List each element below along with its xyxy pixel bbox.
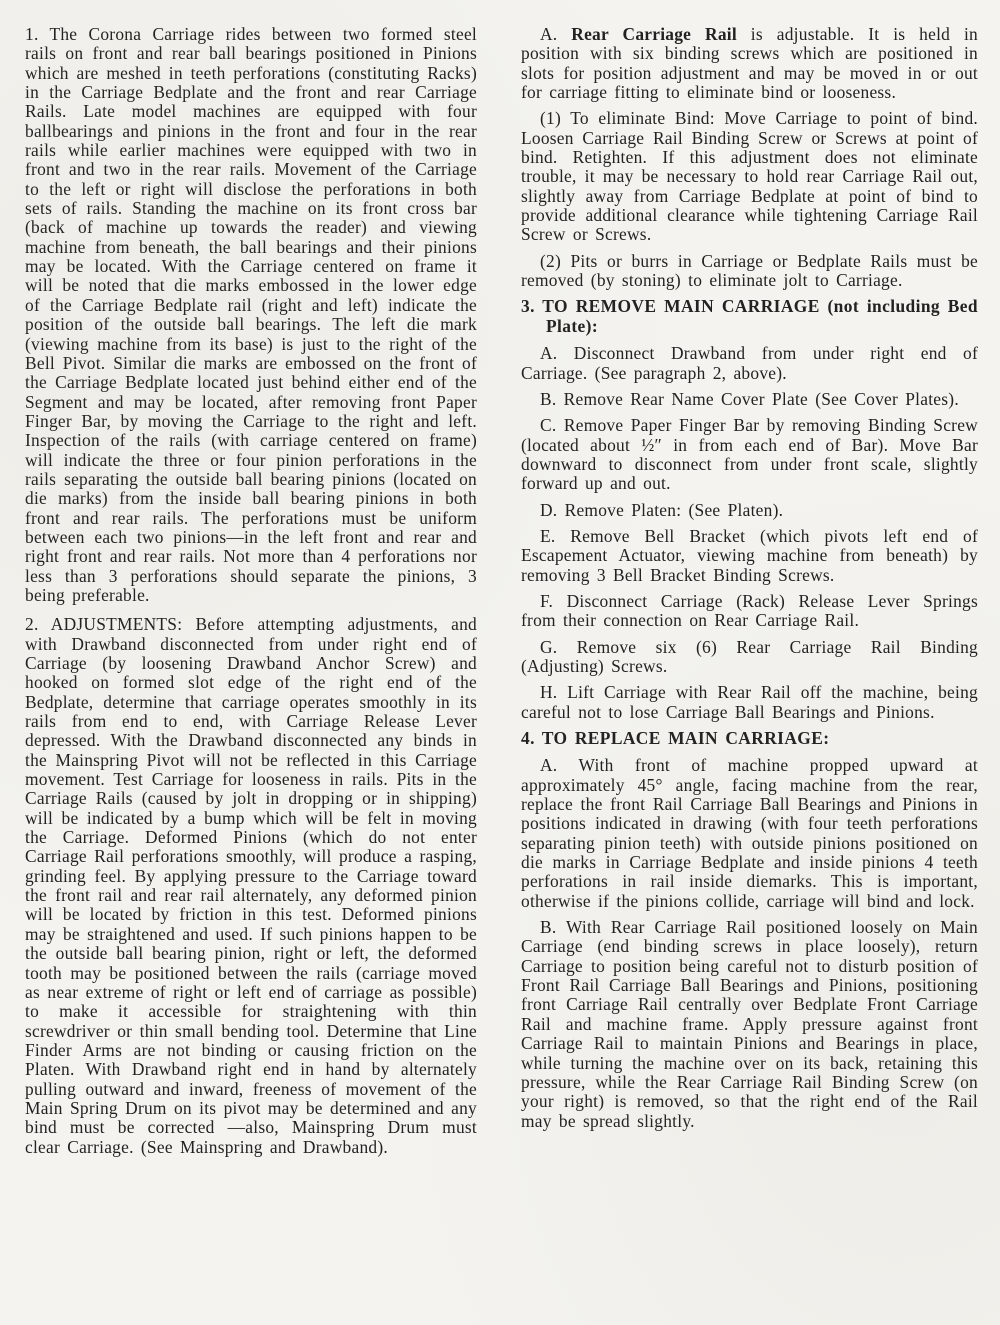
text-run: A.	[540, 24, 572, 44]
paragraph	[521, 109, 978, 244]
paragraph	[521, 252, 978, 291]
left-column	[25, 25, 477, 1167]
paragraph	[521, 25, 978, 102]
right-column	[521, 25, 978, 1167]
paragraph	[521, 683, 978, 722]
text-run: H. Lift Carriage with Rear Rail off the machine, being careful not to lose Carriage Ball Bearings and Pinions.	[521, 682, 978, 722]
text-run: B. Remove Rear Name Cover Plate (See Cover Plates).	[540, 388, 959, 409]
paragraph	[521, 390, 978, 409]
text-run: is adjustable. It is held in position with six binding screws which are positioned in slots for position adjustment and may be moved in or out for carriage fitting to eliminate bind or looseness.	[521, 24, 978, 103]
paragraph	[521, 918, 978, 1131]
paragraph	[521, 501, 978, 520]
paragraph	[25, 615, 477, 1157]
text-run: B. With Rear Carriage Rail positioned loosely on Main Carriage (end binding screws in place loosely), return Carriage to position being careful not to disturb position of Front Rail Carriage Ball Bearings and Pinions, positioning front Carriage Rail centrally over Bedplate Front Carriage Rail and machine frame. Apply pressure against front Carriage Rail to maintain Pinions and Bearings in place, while turning the machine over on its back, retaining this pressure, while the Rear Carriage Rail Binding Screw (on your right) is removed, so that the right end of the Rail may be spread slightly.	[521, 917, 978, 1131]
paragraph	[521, 416, 978, 493]
text-run: E. Remove Bell Bracket (which pivots left end of Escapement Actuator, viewing machine from beneath) by removing 3 Bell Bracket Binding Screws.	[521, 525, 978, 585]
text-run: F. Disconnect Carriage (Rack) Release Lever Springs from their connection on Rear Carriage Rail.	[521, 590, 978, 631]
paragraph	[521, 344, 978, 383]
text-run: A. With front of machine propped upward at approximately 45° angle, facing machine from the rear, replace the front Rail Carriage Ball Bearings and Pinions in positions indicated in drawing (with four teeth perforations separating pinion teeth) with outside pinions positioned on die marks in Carriage Bedplate and inside pinions 4 teeth perforations in rail inside diemarks. This is important, otherwise if the pinions collide, carriage will bind and lock.	[521, 755, 978, 911]
text-run: A. Disconnect Drawband from under right end of Carriage. (See paragraph 2, above).	[521, 343, 978, 383]
paragraph	[25, 25, 477, 605]
text-run: 1. The Corona Carriage rides between two formed steel rails on front and rear ball bearings positioned in Pinions which are meshed in teeth perforations (constituting Racks) in the Carriage Bedplate and the front and rear Carriage Rails. Late model machines are equipped with four ballbearings and pinions in the front and four in the rear rails while earlier machines were equipped with two in front and two in the rear rails. Movement of the Carriage to the left or right will disclose the perforations in both sets of rails. Standing the machine on its front cross bar (back of machine up towards the reader) and viewing machine from beneath, the ball bearings and their pinions may be located. With the Carriage centered on frame it will be noted that die marks embossed in the lower edge of the Carriage Bedplate rail (right and left) indicate the position of the outside ball bearings. The left die mark (viewing machine from its base) is just to the right of the Bell Pivot. Similar die marks are embossed on the front of the Carriage Bedplate located just behind either end of the Segment and may be located, after removing front Paper Finger Bar, by moving the Carriage to the right and left. Inspection of the rails (with carriage centered on frame) will indicate the three or four pinion perforations in the rails separating the outside ball bearing pinions (located on die marks) from the inside ball bearing pinions in both front and rear rails. The perforations must be uniform between each two pinions—in the left front and rear and right front and rear rails. Not more than 4 perforations nor less than 3 perforations should separate the pinions, 3 being preferable.	[25, 24, 477, 605]
paragraph	[521, 756, 978, 911]
section-heading	[521, 729, 978, 748]
text-run: C. Remove Paper Finger Bar by removing Binding Screw (located about ½″ in from each end of Bar). Move Bar downward to disconnect from under front scale, slightly forward up and out.	[521, 415, 978, 494]
paragraph	[521, 638, 978, 677]
text-run: (2) Pits or burrs in Carriage or Bedplate Rails must be removed (by stoning) to eliminate jolt to Carriage.	[521, 250, 978, 291]
text-run: 2. ADJUSTMENTS: Before attempting adjustments, and with Drawband disconnected from under right end of Carriage (by loosening Drawband Anchor Screw) and hooked on formed slot edge of the right end of the Bedplate, determine that carriage operates smoothly in its rails from end to end, with Carriage Release Lever depressed. With the Drawband disconnected any binds in the Mainspring Pivot will not be reflected in this Carriage movement. Test Carriage for looseness in rails. Pits in the Carriage Rails (caused by jolt in dropping or in shipping) will be indicated by a bump which will be felt in moving the Carriage. Deformed Pinions (which do not enter Carriage Rail perforations smoothly, will produce a rasping, grinding feel. By applying pressure to the Carriage toward the front rail and rear rail alternately, any deformed pinion will be located by friction in this test. Deformed pinions may be straightened and used. If such pinions happen to be the outside ball bearing pinion, right or left, the deformed tooth may be positioned between the rails (carriage moved as near extreme of right or left end of carriage as possible) to make it accessible for straightening with thin screwdriver or thin small bending tool. Determine that Line Finder Arms are not binding or causing friction on the Platen. With Drawband right end in hand by alternately pulling outward and inward, freeness of movement of the Main Spring Drum on its pivot may be determined and any bind must be corrected —also, Mainspring Drum must clear Carriage. (See Mainspring and Drawband).	[25, 614, 477, 1157]
bold-text-run: 4. TO REPLACE MAIN CARRIAGE:	[521, 728, 830, 748]
text-run: D. Remove Platen: (See Platen).	[540, 499, 784, 520]
text-run: (1) To eliminate Bind: Move Carriage to point of bind. Loosen Carriage Rail Binding Screw or Screws at point of bind. Retighten. If this adjustment does not eliminate trouble, it may be necessary to hold rear Carriage Rail out, slightly away from Carriage Bedplate at point of bind to provide additional clearance while tightening Carriage Rail Screw or Screws.	[521, 108, 978, 245]
section-heading	[521, 297, 978, 336]
bold-text-run: Rear Carriage Rail	[571, 24, 737, 44]
paragraph	[521, 527, 978, 585]
paragraph	[521, 592, 978, 631]
bold-text-run: 3. TO REMOVE MAIN CARRIAGE (not including Bed Plate):	[521, 296, 978, 336]
text-run: G. Remove six (6) Rear Carriage Rail Binding (Adjusting) Screws.	[521, 636, 978, 676]
